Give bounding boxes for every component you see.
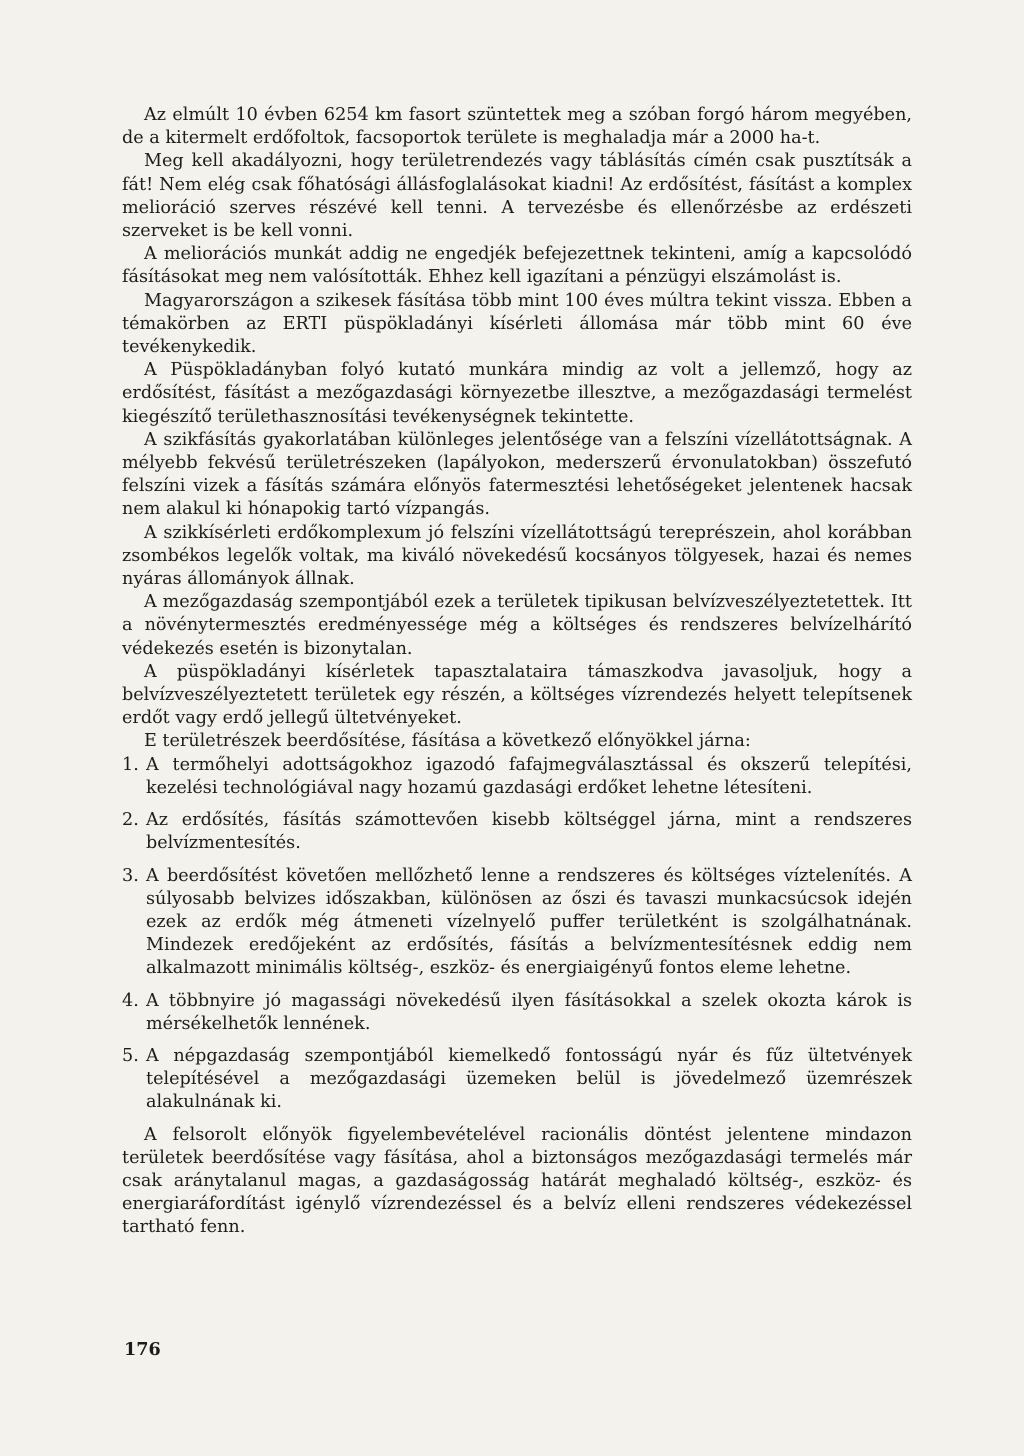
list-item-number: 1.: [122, 754, 139, 775]
paragraph: E területrészek beerdősítése, fásítása a következő előnyökkel járna:: [144, 731, 751, 752]
list-item-number: 4.: [122, 990, 139, 1011]
numbered-list: [122, 754, 912, 1115]
list-item: [122, 809, 912, 855]
paragraph: Az elmúlt 10 évben 6254 km fasort szüntettek meg a szóban forgó három megyében, de a kitermelt erdőfoltok, facsoportok területe is meghaladja már a 2000 ha-t.: [122, 105, 912, 149]
list-item-text: A beerdősítést követően mellőzhető lenne a rendszeres és költséges víztelenítés. A súlyosabb belvizes időszakban, különösen az őszi és tavaszi munkacsúcsok idején ezek az erdők még átmeneti vízelnyelő puffer területként is szolgálhatnának. Mindezek eredőjeként az erdősítés, fásítás a belvízmentesítésnek eddig nem alkalmazott minimális költség-, eszköz- és energiaigényű fontos eleme lehetne.: [146, 865, 912, 979]
list-item: [122, 1045, 912, 1115]
paragraph: A Püspökladányban folyó kutató munkára mindig az volt a jellemző, hogy az erdősítést, fásítást a mezőgazdasági környezetbe illesztve, a mezőgazdasági termelést kiegészítő területhasznosítási tevékenységnek tekintette.: [122, 360, 912, 427]
document-body: [122, 104, 912, 1240]
closing-paragraph: A felsorolt előnyök figyelembevételével racionális döntést jelentene mindazon területek beerdősítése vagy fásítása, ahol a biztonságos mezőgazdasági termelés már csak aránytalanul magas, a gazdaságosság határát meghaladó költség-, eszköz- és energiaráfordítást igénylő vízrendezéssel és a belvíz elleni rendszeres védekezéssel tartható fenn.: [122, 1124, 912, 1238]
list-item-text: A többnyire jó magassági növekedésű ilyen fásításokkal a szelek okozta károk is mérsékelhetők lennének.: [146, 990, 912, 1034]
list-item-text: A népgazdaság szempontjából kiemelkedő fontosságú nyár és fűz ültetvények telepítésével a mezőgazdasági üzemeken belül is jövedelmező üzemrészek alakulnának ki.: [146, 1045, 912, 1113]
list-item: [122, 990, 912, 1036]
list-item: [122, 865, 912, 981]
paragraph: A meliorációs munkát addig ne engedjék befejezettnek tekinteni, amíg a kapcsolódó fásításokat meg nem valósították. Ehhez kell igazítani a pénzügyi elszámolást is.: [122, 244, 912, 288]
list-item-number: 5.: [122, 1045, 139, 1066]
paragraph: Magyarországon a szikesek fásítása több mint 100 éves múltra tekint vissza. Ebben a témakörben az ERTI püspökladányi kísérleti állomása már több mint 60 éve tevékenykedik.: [122, 290, 912, 358]
page-number: 176: [124, 1339, 161, 1360]
list-item-number: 3.: [122, 865, 139, 886]
list-item: [122, 754, 912, 800]
list-item-text: Az erdősítés, fásítás számottevően kisebb költséggel járna, mint a rendszeres belvízmentesítés.: [146, 810, 912, 854]
paragraph: Meg kell akadályozni, hogy területrendezés vagy táblásítás címén csak pusztítsák a fát! Nem elég csak főhatósági állásfoglalásokat kiadni! Az erdősítést, fásítást a komplex melioráció szerves részévé kell tenni. A tervezésbe és ellenőrzésbe az erdészeti szerveket is be kell vonni.: [122, 151, 912, 242]
list-item-text: A termőhelyi adottságokhoz igazodó fafajmegválasztással és okszerű telepítési, kezelési technológiával nagy hozamú gazdasági erdőket lehetne létesíteni.: [146, 754, 912, 798]
paragraph: A püspökladányi kísérletek tapasztalataira támaszkodva javasoljuk, hogy a belvízveszélyeztetett területek egy részén, a költséges vízrendezés helyett telepítsenek erdőt vagy erdő jellegű ültetvényeket.: [122, 661, 912, 729]
paragraph: A szikkísérleti erdőkomplexum jó felszíni vízellátottságú tereprészein, ahol korábban zsombékos legelők voltak, ma kiváló növekedésű kocsányos tölgyesek, hazai és nemes nyáras állományok állnak.: [122, 522, 912, 590]
list-item-number: 2.: [122, 810, 139, 831]
paragraph: A mezőgazdaság szempontjából ezek a területek tipikusan belvízveszélyeztetettek. Itt a növénytermesztés eredményessége még a költséges és rendszeres belvízelhárító védekezés esetén is bizonytalan.: [122, 592, 912, 659]
paragraph: A szikfásítás gyakorlatában különleges jelentősége van a felszíni vízellátottságnak. A mélyebb fekvésű területrészeken (lapályokon, mederszerű érvonulatokban) összefutó felszíni vizek a fásítás számára előnyös fatermesztési lehetőségeket jelentenek hacsak nem alakul ki hónapokig tartó vízpangás.: [122, 429, 912, 520]
